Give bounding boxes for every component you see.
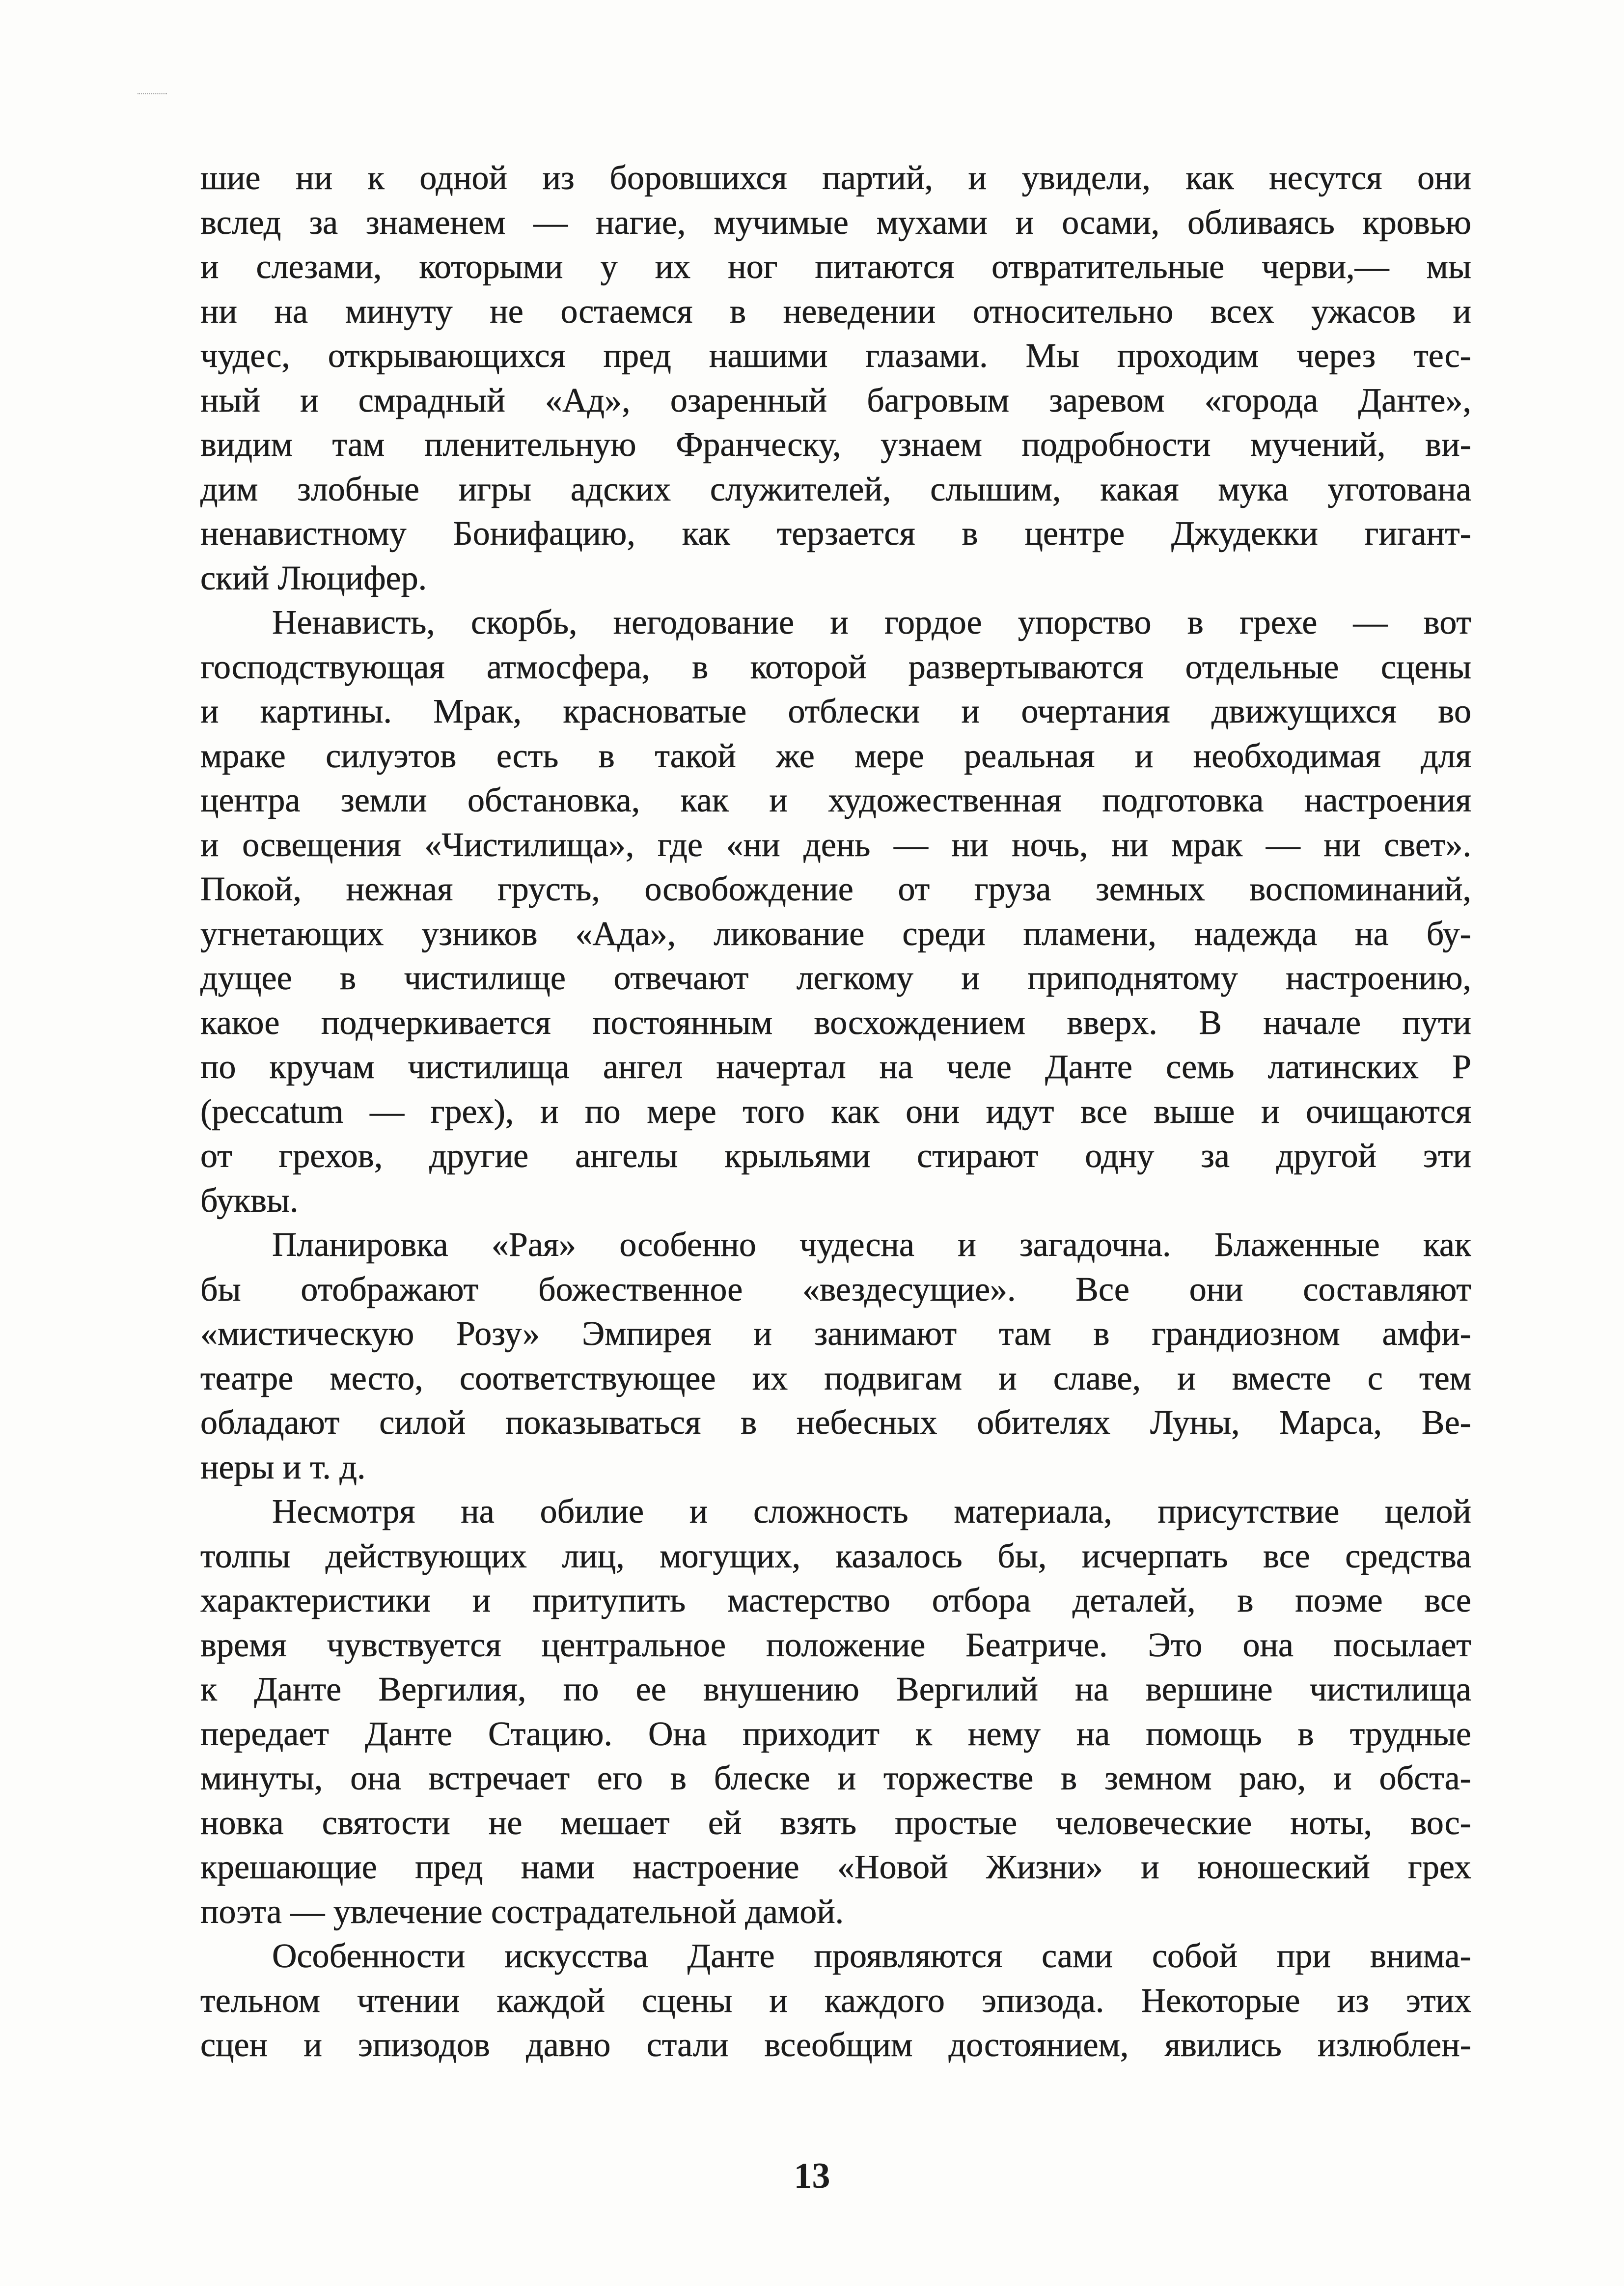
text-line: от грехов, другие ангелы крыльями стирают одну за другой эти [200, 1137, 1471, 1175]
text-line: обладают силой показываться в небесных обителях Луны, Марса, Ве- [200, 1404, 1471, 1442]
text-line: Особенности искусства Данте проявляются сами собой при внима- [272, 1937, 1471, 1975]
text-line: буквы. [200, 1181, 299, 1220]
text-line: толпы действующих лиц, могущих, казалось бы, исчерпать все средства [200, 1537, 1471, 1575]
text-line: вслед за знаменем — нагие, мучимые мухами и осами, обливаясь кровью [200, 203, 1471, 242]
text-line: и слезами, которыми у их ног питаются отвратительные черви,— мы [200, 248, 1471, 286]
text-line: шие ни к одной из боровшихся партий, и увидели, как несутся они [200, 159, 1471, 197]
text-line: ненавистному Бонифацию, как терзается в центре Джудекки гигант- [200, 515, 1471, 553]
paragraph [200, 156, 1471, 601]
paragraph [200, 1490, 1471, 1934]
text-line: господствующая атмосфера, в которой развертываются отдельные сцены [200, 648, 1471, 686]
text-line: мраке силуэтов есть в такой же мере реальная и необходимая для [200, 737, 1471, 775]
text-line: характеристики и притупить мастерство отбора деталей, в поэме все [200, 1582, 1471, 1619]
text-line: ни на минуту не остаемся в неведении относительно всех ужасов и [200, 292, 1471, 331]
paragraph [200, 1934, 1471, 2068]
text-line: новка святости не мешает ей взять простые человеческие ноты, вос- [200, 1804, 1471, 1842]
text-line: к Данте Вергилия, по ее внушению Вергилий на вершине чистилища [200, 1671, 1471, 1708]
text-line: и картины. Мрак, красноватые отблески и очертания движущихся во [200, 693, 1471, 730]
text-line: угнетающих узников «Ада», ликование среди пламени, надежда на бу- [200, 915, 1471, 953]
text-line: и освещения «Чистилища», где «ни день — ни ночь, ни мрак — ни свет». [200, 826, 1471, 864]
text-line: Покой, нежная грусть, освобождение от груза земных воспоминаний, [200, 870, 1471, 908]
text-line: бы отображают божественное «вездесущие». Все они составляют [200, 1270, 1471, 1309]
text-line: видим там пленительную Франческу, узнаем подробности мучений, ви- [200, 426, 1471, 464]
text-line: театре место, соответствующее их подвигам и славе, и вместе с тем [200, 1359, 1471, 1397]
text-line: время чувствуется центральное положение Беатриче. Это она посылает [200, 1626, 1471, 1664]
text-line: какое подчеркивается постоянным восхождением вверх. В начале пути [200, 1004, 1471, 1042]
text-line: Ненависть, скорбь, негодование и гордое упорство в грехе — вот [272, 604, 1471, 641]
scan-speck [138, 93, 167, 97]
text-line: крешающие пред нами настроение «Новой Жизни» и юношеский грех [200, 1848, 1471, 1886]
text-line: передает Данте Стацию. Она приходит к нему на помощь в трудные [200, 1715, 1471, 1753]
page-number: 13 [794, 2156, 830, 2196]
text-line: дим злобные игры адских служителей, слышим, какая мука уготована [200, 470, 1471, 508]
text-line: поэта — увлечение сострадательной дамой. [200, 1893, 844, 1931]
text-line: центра земли обстановка, как и художественная подготовка настроения [200, 781, 1471, 819]
body-text [200, 156, 1471, 2068]
text-line: неры и т. д. [200, 1448, 366, 1486]
text-line: минуты, она встречает его в блеске и торжестве в земном раю, и обста- [200, 1759, 1471, 1797]
paragraph [200, 1223, 1471, 1490]
text-line: ный и смрадный «Ад», озаренный багровым заревом «города Данте», [200, 381, 1471, 419]
text-line: Планировка «Рая» особенно чудесна и загадочна. Блаженные как [272, 1226, 1471, 1264]
text-line: тельном чтении каждой сцены и каждого эпизода. Некоторые из этих [200, 1981, 1471, 2020]
text-line: по кручам чистилища ангел начертал на челе Данте семь латинских P [200, 1048, 1471, 1086]
text-line: чудес, открывающихся пред нашими глазами. Мы проходим через тес- [200, 337, 1471, 375]
text-line: Несмотря на обилие и сложность материала, присутствие целой [272, 1493, 1471, 1531]
paragraph [200, 601, 1471, 1223]
text-line: сцен и эпизодов давно стали всеобщим достоянием, явились излюблен- [200, 2026, 1471, 2064]
text-line: «мистическую Розу» Эмпирея и занимают там в грандиозном амфи- [200, 1315, 1471, 1353]
text-line: дущее в чистилище отвечают легкому и приподнятому настроению, [200, 959, 1471, 997]
text-line: ский Люцифер. [200, 559, 427, 597]
text-line: (peccatum — грех), и по мере того как они идут все выше и очищаются [200, 1092, 1471, 1131]
